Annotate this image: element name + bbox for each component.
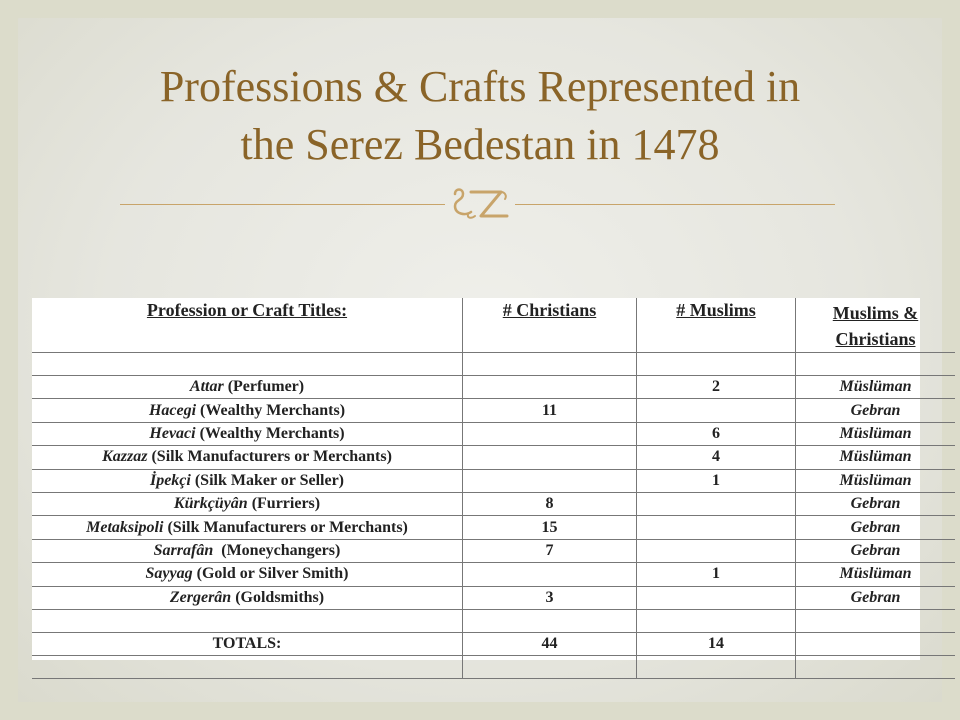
slide-title — [60, 58, 900, 174]
profession-name: İpekçi — [149, 471, 191, 489]
table-row — [32, 586, 955, 609]
totals-both — [796, 632, 956, 655]
table-spacer-row — [32, 609, 955, 632]
group-label: Gebran — [796, 539, 956, 562]
profession-name: Sayyag — [145, 565, 193, 583]
header-profession: Profession or Craft Titles: — [32, 298, 463, 353]
profession-description: (Perfumer) — [223, 378, 305, 396]
christians-count: 7 — [463, 539, 637, 562]
profession-description: (Gold or Silver Smith) — [192, 565, 349, 583]
header-muslims: # Muslims — [637, 298, 796, 353]
totals-label: TOTALS: — [32, 632, 463, 655]
totals-row — [32, 632, 955, 655]
professions-table-card — [32, 298, 920, 660]
profession-description: (Silk Manufacturers or Merchants) — [147, 448, 392, 466]
muslims-count: 6 — [637, 422, 796, 445]
table-row — [32, 376, 955, 399]
group-label: Gebran — [796, 516, 956, 539]
profession-cell — [32, 563, 463, 586]
profession-cell — [32, 469, 463, 492]
muslims-count: 2 — [637, 376, 796, 399]
muslims-count — [637, 492, 796, 515]
professions-table — [32, 298, 955, 679]
christians-count: 8 — [463, 492, 637, 515]
scroll-ornament-icon — [449, 186, 511, 222]
header-both-line2: Christians — [835, 329, 916, 349]
profession-name: Hacegi — [148, 401, 197, 419]
header-both-line1: Muslims & — [832, 303, 919, 323]
profession-description: (Silk Manufacturers or Merchants) — [163, 518, 408, 536]
title-rule-left — [120, 204, 445, 205]
muslims-count: 4 — [637, 446, 796, 469]
profession-cell — [32, 422, 463, 445]
profession-name: Hevaci — [149, 424, 196, 442]
muslims-count — [637, 539, 796, 562]
profession-name: Kürkçüyân — [173, 495, 248, 513]
table-header-row — [32, 298, 955, 353]
table-spacer-row — [32, 353, 955, 376]
profession-cell — [32, 586, 463, 609]
table-row — [32, 492, 955, 515]
profession-cell — [32, 539, 463, 562]
title-line-2: the Serez Bedestan in 1478 — [240, 120, 720, 169]
profession-name: Zergerân — [169, 588, 232, 606]
profession-description: (Wealthy Merchants) — [195, 424, 345, 442]
profession-description: (Furriers) — [247, 495, 321, 513]
muslims-count: 1 — [637, 469, 796, 492]
christians-count — [463, 563, 637, 586]
profession-name: Metaksipoli — [86, 518, 164, 536]
profession-description: (Goldsmiths) — [231, 588, 325, 606]
muslims-count — [637, 399, 796, 422]
table-row — [32, 399, 955, 422]
table-row — [32, 563, 955, 586]
profession-name: Attar — [189, 378, 224, 396]
group-label: Gebran — [796, 492, 956, 515]
profession-name: Kazzaz — [102, 448, 148, 466]
group-label: Müslüman — [796, 376, 956, 399]
profession-cell — [32, 376, 463, 399]
totals-christians: 44 — [463, 632, 637, 655]
muslims-count — [637, 516, 796, 539]
table-row — [32, 516, 955, 539]
table-spacer-row — [32, 655, 955, 678]
totals-muslims: 14 — [637, 632, 796, 655]
profession-cell — [32, 492, 463, 515]
header-christians: # Christians — [463, 298, 637, 353]
christians-count — [463, 422, 637, 445]
title-rule-right — [515, 204, 835, 205]
christians-count — [463, 469, 637, 492]
profession-cell — [32, 446, 463, 469]
profession-description: (Wealthy Merchants) — [196, 401, 346, 419]
profession-cell — [32, 399, 463, 422]
muslims-count: 1 — [637, 563, 796, 586]
group-label: Gebran — [796, 586, 956, 609]
header-muslims-christians — [796, 298, 956, 353]
group-label: Gebran — [796, 399, 956, 422]
christians-count: 15 — [463, 516, 637, 539]
table-row — [32, 539, 955, 562]
christians-count: 3 — [463, 586, 637, 609]
group-label: Müslüman — [796, 563, 956, 586]
table-row — [32, 446, 955, 469]
group-label: Müslüman — [796, 446, 956, 469]
christians-count — [463, 446, 637, 469]
profession-name: Sarrafân — [153, 541, 214, 559]
christians-count — [463, 376, 637, 399]
title-line-1: Professions & Crafts Represented in — [159, 62, 801, 111]
muslims-count — [637, 586, 796, 609]
group-label: Müslüman — [796, 469, 956, 492]
table-row — [32, 422, 955, 445]
christians-count: 11 — [463, 399, 637, 422]
profession-description: (Moneychangers) — [213, 541, 341, 559]
group-label: Müslüman — [796, 422, 956, 445]
table-row — [32, 469, 955, 492]
profession-description: (Silk Maker or Seller) — [190, 471, 345, 489]
profession-cell — [32, 516, 463, 539]
